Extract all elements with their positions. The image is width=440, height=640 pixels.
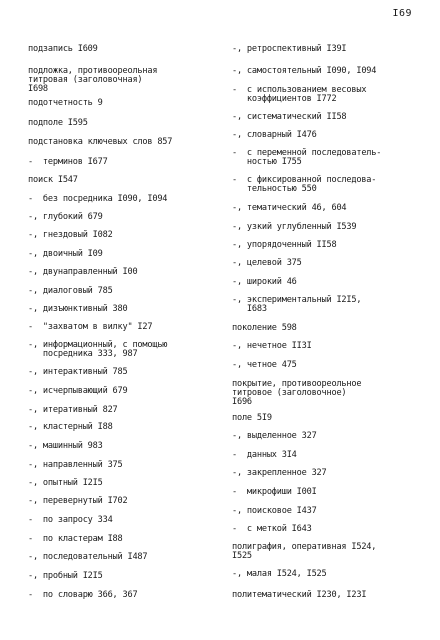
index-entry (232, 296, 361, 314)
index-entry (28, 497, 127, 506)
index-entry-line: -, гнездовый I082 (28, 230, 113, 240)
index-entry-line: -, поисковое I437 (232, 506, 317, 516)
index-entry (232, 149, 381, 167)
index-entry (232, 131, 317, 140)
index-entry (28, 158, 108, 167)
index-entry (28, 341, 167, 359)
index-entry-line: - с использованием весовых (232, 85, 367, 95)
index-entry (232, 259, 302, 268)
index-entry (232, 241, 336, 250)
index-entry-line: посредника 333, 987 (28, 349, 138, 359)
index-entry (28, 442, 103, 451)
index-entry (232, 86, 366, 104)
index-entry-line: -, самостоятельный I090, I094 (232, 66, 377, 76)
index-entry-line: титровое (заголовочное) (232, 388, 347, 398)
index-entry (28, 119, 88, 128)
index-entry (28, 45, 98, 54)
index-entry-line: - по запросу 334 (28, 515, 113, 525)
index-entry-line: ностью I755 (232, 157, 302, 167)
index-entry-line: полиграфия, оперативная I524, (232, 542, 377, 552)
index-entry-line: -, направленный 375 (28, 460, 123, 470)
index-entry (232, 361, 297, 370)
index-entry (28, 213, 103, 222)
index-entry-line: - по кластерам I88 (28, 534, 123, 544)
index-entry (28, 516, 113, 525)
index-entry (232, 176, 376, 194)
index-entry-line: подстановка ключевых слов 857 (28, 137, 173, 147)
index-entry-line: - микрофиши I00I (232, 487, 317, 497)
index-entry (28, 231, 113, 240)
index-entry-line: поле 5I9 (232, 413, 272, 423)
index-entry-line: I696 (232, 397, 252, 407)
index-entry-line: -, тематический 46, 604 (232, 203, 347, 213)
index-entry-line: -, экспериментальный I2I5, (232, 295, 362, 305)
index-entry (28, 461, 123, 470)
index-entry-line: I525 (232, 551, 252, 561)
index-entry-line: -, интерактивный 785 (28, 367, 128, 377)
index-entry (232, 432, 317, 441)
index-entry (232, 380, 361, 407)
index-entry (28, 268, 137, 277)
index-entry (232, 469, 327, 478)
index-entry (28, 176, 78, 185)
index-entry-line: -, малая I524, I525 (232, 569, 327, 579)
index-entry (28, 406, 118, 415)
index-entry-line: -, ретроспективный I39I (232, 44, 347, 54)
index-entry-line: -, перевернутый I702 (28, 496, 128, 506)
index-entry-line: поколение 598 (232, 323, 297, 333)
index-entry-line: -, целевой 375 (232, 258, 302, 268)
index-entry (28, 323, 152, 332)
index-entry (28, 287, 113, 296)
index-entry-line: -, опытный I2I5 (28, 478, 103, 488)
index-entry-line: -, двунаправленный I00 (28, 267, 138, 277)
index-entry-line: -, узкий углубленный I539 (232, 222, 357, 232)
index-entry-line: политематический I230, I23I (232, 590, 367, 600)
index-entry (28, 195, 167, 204)
index-entry-line: -, пробный I2I5 (28, 571, 103, 581)
index-entry (28, 387, 127, 396)
index-entry-line: -, диалоговый 785 (28, 286, 113, 296)
index-entry-line: - с переменной последователь- (232, 148, 382, 158)
index-entry-line: I683 (232, 304, 267, 314)
index-entry-line: -, упорядоченный II58 (232, 240, 337, 250)
index-entry-line: - "захватом в вилку" I27 (28, 322, 153, 332)
index-entry (28, 138, 172, 147)
index-entry-line: подложка, противоореольная (28, 66, 158, 76)
index-entry-line: -, систематический II58 (232, 112, 347, 122)
index-entry (232, 324, 297, 333)
index-entry-line: - терминов I677 (28, 157, 108, 167)
index-entry (232, 414, 272, 423)
index-entry-line: тельностью 550 (232, 184, 317, 194)
index-entry-line: - с меткой I643 (232, 524, 312, 534)
index-entry (232, 591, 366, 600)
index-entry-line: I698 (28, 84, 48, 94)
index-entry (28, 305, 127, 314)
index-entry-line: - по словарю 366, 367 (28, 590, 138, 600)
index-entry-line: -, нечетное II3I (232, 341, 312, 351)
index-entry-line: -, глубокий 679 (28, 212, 103, 222)
index-entry (232, 488, 317, 497)
index-entry (232, 223, 356, 232)
index-entry (28, 99, 103, 108)
index-entry (232, 342, 312, 351)
index-entry (232, 204, 346, 213)
index-entry-line: -, последовательный I487 (28, 552, 148, 562)
index-entry-line: -, выделенное 327 (232, 431, 317, 441)
index-entry (232, 570, 327, 579)
index-entry-line: -, итеративный 827 (28, 405, 118, 415)
index-entry (28, 250, 103, 259)
index-entry (232, 278, 297, 287)
index-entry-line: поиск I547 (28, 175, 78, 185)
index-entry (232, 113, 346, 122)
index-entry (232, 543, 376, 561)
index-entry-line: -, двоичный I09 (28, 249, 103, 259)
index-entry-line: -, дизъюнктивный 380 (28, 304, 128, 314)
index-entry-line: титровая (заголовочная) (28, 75, 143, 85)
index-entry (28, 591, 137, 600)
page-number: I69 (392, 8, 412, 19)
index-entry (232, 67, 376, 76)
index-entry (232, 507, 317, 516)
index-entry-line: -, машинный 983 (28, 441, 103, 451)
index-entry-line: - с фиксированной последова- (232, 175, 377, 185)
index-entry (28, 535, 123, 544)
index-entry (232, 525, 312, 534)
index-entry-line: -, закрепленное 327 (232, 468, 327, 478)
index-entry (28, 553, 147, 562)
index-entry-line: покрытие, противоореольное (232, 379, 362, 389)
index-entry-line: -, словарный I476 (232, 130, 317, 140)
index-entry-line: -, информационный, с помощью (28, 340, 168, 350)
index-column-right (232, 0, 432, 640)
index-entry (28, 368, 127, 377)
index-entry (28, 423, 113, 432)
index-entry (232, 451, 297, 460)
index-entry (28, 67, 157, 94)
index-entry-line: подзапись I609 (28, 44, 98, 54)
index-entry-line: коэффициентов I772 (232, 94, 337, 104)
index-column-left (28, 0, 228, 640)
index-entry (232, 45, 346, 54)
index-entry (28, 479, 103, 488)
index-entry-line: -, кластерный I88 (28, 422, 113, 432)
index-entry (28, 572, 103, 581)
index-entry-line: -, широкий 46 (232, 277, 297, 287)
index-entry-line: - без посредника I090, I094 (28, 194, 168, 204)
index-entry-line: -, четное 475 (232, 360, 297, 370)
index-entry-line: -, исчерпывающий 679 (28, 386, 128, 396)
index-entry-line: - данных 3I4 (232, 450, 297, 460)
index-entry-line: подотчетность 9 (28, 98, 103, 108)
index-entry-line: подполе I595 (28, 118, 88, 128)
